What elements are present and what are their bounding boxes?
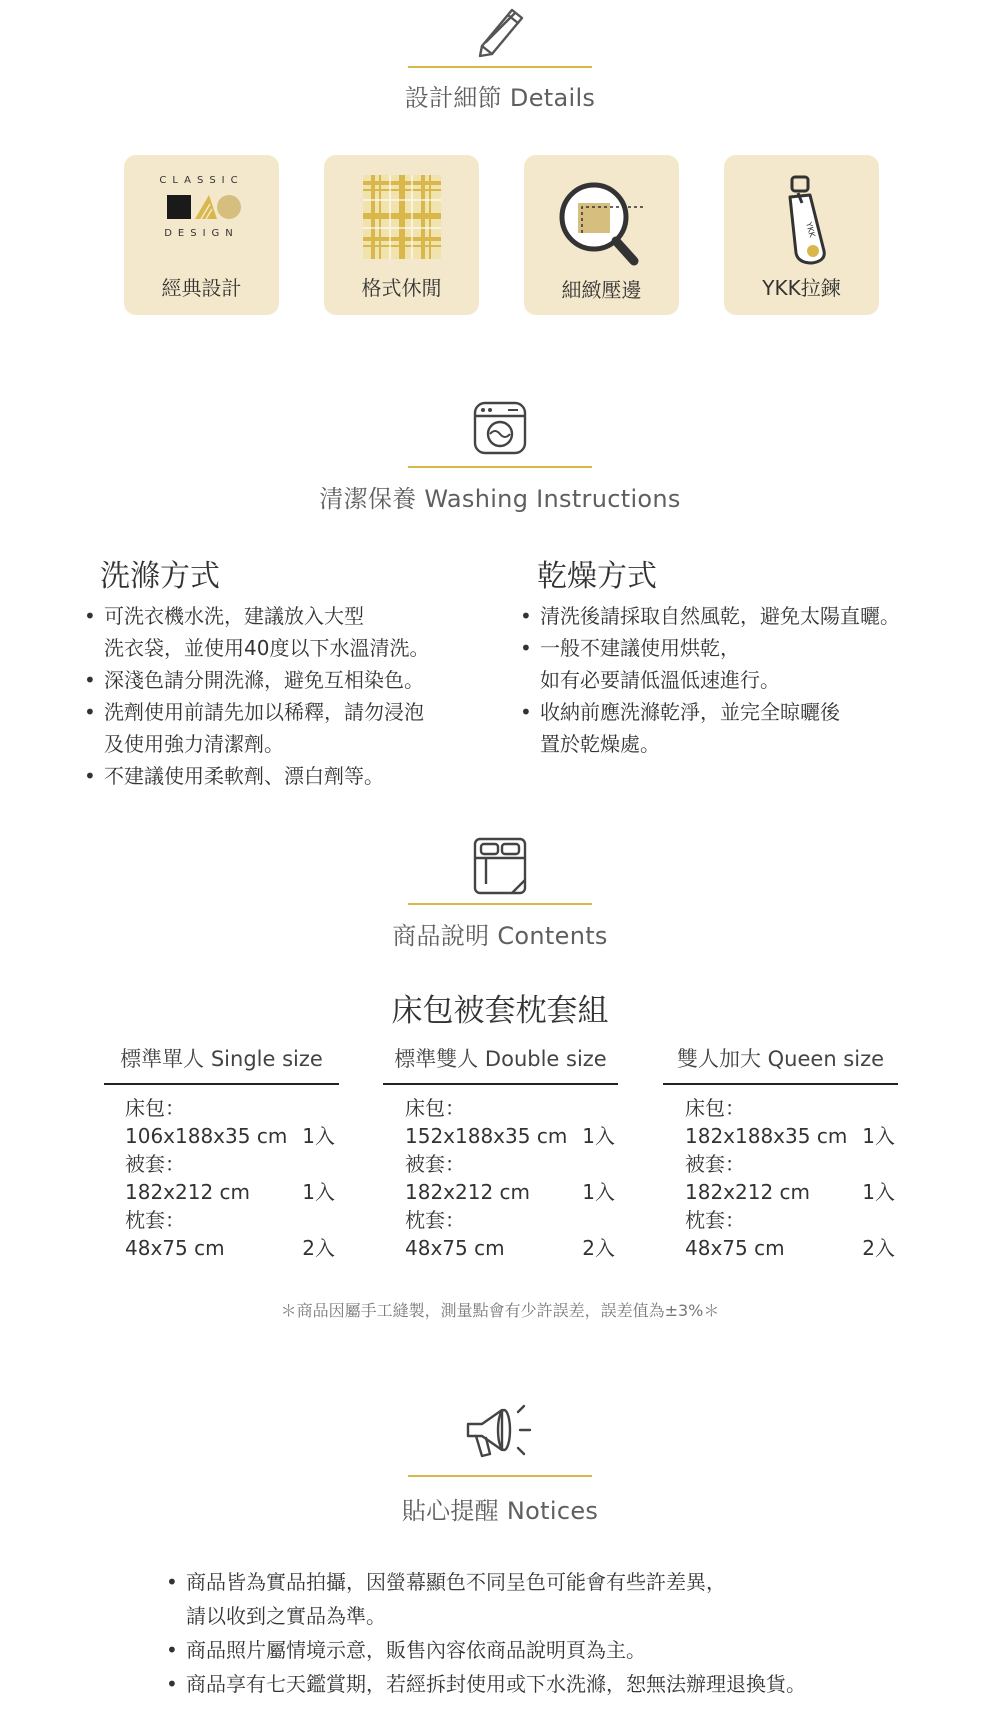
feature-card-stitch [524,155,679,315]
list-item-text: 收納前應洗滌乾淨，並完全晾曬後 [540,700,840,724]
row-label: 枕套： [125,1208,185,1232]
list-item-text: 不建議使用柔軟劑、漂白劑等。 [104,764,384,788]
list-item [84,664,504,696]
icon-text-classic: CLASSIC [159,175,244,186]
list-item [84,760,504,792]
row-label: 枕套： [405,1208,465,1232]
quantity: 1入 [582,1124,615,1148]
list-item-text: 清洗後請採取自然風乾，避免太陽直曬。 [540,604,900,628]
quantity: 1入 [582,1180,615,1204]
size-row [125,1234,335,1262]
bed-icon [0,836,1000,900]
row-label: 被套： [125,1152,185,1176]
quantity: 2入 [862,1236,895,1260]
quantity: 1入 [862,1124,895,1148]
divider-line [408,1475,592,1477]
list-item-text: 請以收到之實品為準。 [186,1604,386,1628]
feature-card-plaid [324,155,479,315]
feature-label: 經典設計 [161,276,242,300]
size-heading-single: 標準單人 Single size [120,1047,323,1071]
size-row [685,1234,895,1262]
list-item-text: 深淺色請分開洗滌，避免互相染色。 [104,668,424,692]
zipper-brand-text: YKK [803,221,817,239]
divider-line [408,66,592,68]
list-item [520,696,980,760]
divider-line [408,903,592,905]
product-title: 床包被套枕套組 [391,993,609,1029]
dimension: 48x75 cm [685,1236,785,1260]
dimension: 182x212 cm [685,1180,811,1204]
list-item [166,1667,906,1701]
size-heading-queen: 雙人加大 Queen size [676,1047,885,1071]
list-item-text: 可洗衣機水洗，建議放入大型 [104,604,364,628]
classic-design-icon [124,175,279,239]
zipper-icon [724,175,879,269]
plaid-pattern-icon [324,175,479,263]
size-divider [663,1083,898,1085]
size-row [405,1178,615,1206]
list-item [520,632,980,696]
dimension: 182x188x35 cm [685,1124,848,1148]
dimension: 106x188x35 cm [125,1124,288,1148]
size-divider [104,1083,339,1085]
list-item [520,600,980,632]
size-heading-double: 標準雙人 Double size [394,1047,607,1071]
size-details-single [125,1094,335,1262]
section-title-details: 設計細節 Details [404,84,596,112]
size-row [685,1178,895,1206]
list-item-text: 洗衣袋，並使用40度以下水溫清洗。 [104,636,430,660]
dimension: 48x75 cm [405,1236,505,1260]
quantity: 1入 [302,1124,335,1148]
dimension: 182x212 cm [405,1180,531,1204]
quantity: 1入 [302,1180,335,1204]
row-label: 被套： [685,1152,745,1176]
row-label: 床包： [685,1096,745,1120]
list-item [84,600,504,664]
icon-text-design: DESIGN [164,228,239,239]
feature-card-zipper [724,155,879,315]
feature-label: 格式休閒 [361,276,442,300]
row-label: 被套： [405,1152,465,1176]
washing-machine-icon [0,400,1000,460]
size-details-double [405,1094,615,1262]
list-item-text: 商品照片屬情境示意，販售內容依商品說明頁為主。 [186,1638,646,1662]
size-row [685,1122,895,1150]
list-item [84,696,504,760]
list-item-text: 置於乾燥處。 [540,732,660,756]
list-item-text: 洗劑使用前請先加以稀釋，請勿浸泡 [104,700,424,724]
size-row [405,1234,615,1262]
section-title-notices: 貼心提醒 Notices [401,1497,599,1525]
list-item [166,1565,906,1633]
list-item [166,1633,906,1667]
list-item-text: 一般不建議使用烘乾， [540,636,740,660]
wash-heading: 洗滌方式 [100,559,220,594]
size-row [125,1178,335,1206]
dry-heading: 乾燥方式 [537,559,657,594]
feature-label: 細緻壓邊 [561,278,642,302]
dimension: 48x75 cm [125,1236,225,1260]
list-item-text: 商品皆為實品拍攝，因螢幕顯色不同呈色可能會有些許差異， [186,1570,726,1594]
megaphone-icon [0,1400,1000,1468]
notices-list [166,1565,906,1701]
size-details-queen [685,1094,895,1262]
section-title-contents: 商品說明 Contents [392,922,608,950]
size-row [125,1122,335,1150]
magnifier-stitch-icon [524,179,679,273]
feature-label: YKK拉鍊 [762,276,841,300]
quantity: 2入 [582,1236,615,1260]
list-item-text: 及使用強力清潔劑。 [104,732,284,756]
dry-list [520,600,980,760]
pencil-icon [0,2,1000,62]
feature-card-classic [124,155,279,315]
divider-line [408,466,592,468]
row-label: 床包： [125,1096,185,1120]
wash-list [84,600,504,792]
section-title-washing: 清潔保養 Washing Instructions [319,485,681,513]
row-label: 床包： [405,1096,465,1120]
dimension: 152x188x35 cm [405,1124,568,1148]
row-label: 枕套： [685,1208,745,1232]
size-divider [383,1083,618,1085]
list-item-text: 商品享有七天鑑賞期，若經拆封使用或下水洗滌，恕無法辦理退換貨。 [186,1672,806,1696]
quantity: 1入 [862,1180,895,1204]
size-row [405,1122,615,1150]
list-item-text: 如有必要請低溫低速進行。 [540,668,780,692]
dimension: 182x212 cm [125,1180,251,1204]
quantity: 2入 [302,1236,335,1260]
measurement-note: ＊商品因屬手工縫製，測量點會有少許誤差，誤差值為±3%＊ [280,1301,720,1320]
